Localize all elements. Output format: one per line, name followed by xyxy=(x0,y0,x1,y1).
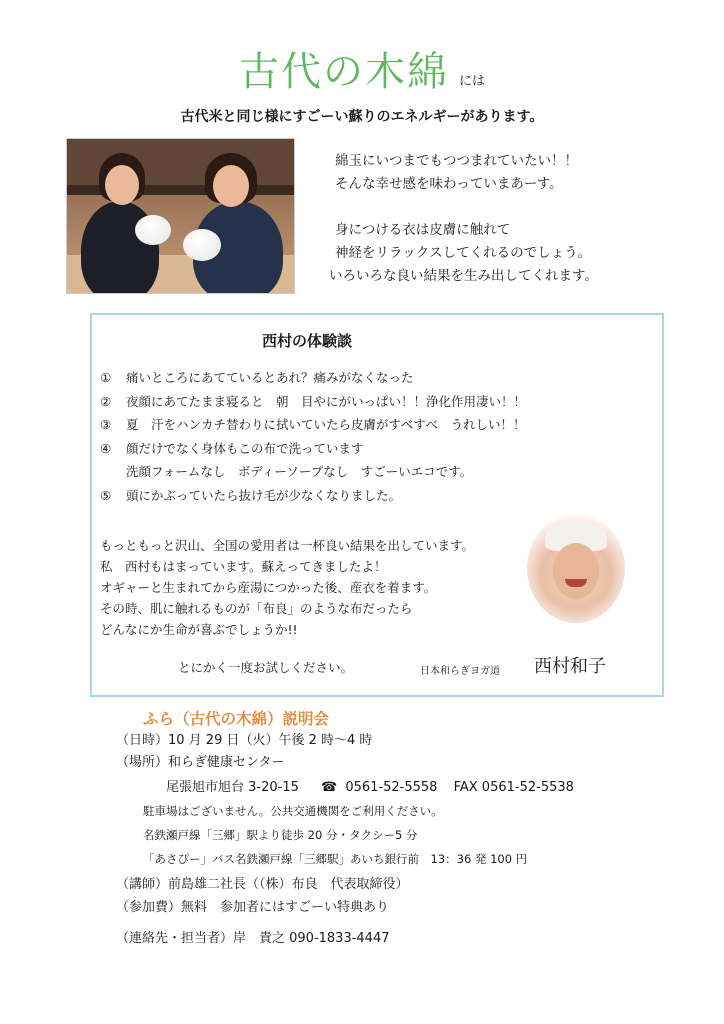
list-item-number: ④ xyxy=(100,440,112,456)
title-suffix: には xyxy=(458,74,485,89)
woman-left-face xyxy=(105,165,139,205)
event-date: （日時）10 月 29 日（火）午後 2 時～4 時 xyxy=(116,733,373,748)
signature: 西村和子 xyxy=(534,656,606,677)
list-item-text: 顔だけでなく身体もこの布で洗っています xyxy=(126,440,364,456)
page-subtitle: 古代米と同じ様にすごーい蘇りのエネルギーがあります。 xyxy=(180,109,544,125)
intro-line xyxy=(335,196,598,219)
story-line: オギャーと生まれてから産湯につかった後、産衣を着ます。 xyxy=(100,580,437,595)
story-line: どんなにか生命が喜ぶでしょうか!! xyxy=(100,622,298,637)
story-line: 私 西村もはまっています。蘇えってきましたよ！ xyxy=(100,559,387,574)
telephone-icon: ☎ xyxy=(321,780,338,795)
list-item xyxy=(100,390,650,414)
event-tel: 0561-52-5558 xyxy=(345,780,438,795)
event-access-train: 名鉄瀬戸線「三郷」駅より徒歩 20 分・タクシー5 分 xyxy=(143,828,418,842)
intro-line: 神経をリラックスしてくれるのでしょう。 xyxy=(335,245,592,261)
page-title xyxy=(0,40,724,97)
intro-line: 身につける衣は皮膚に触れて xyxy=(335,222,511,238)
list-item xyxy=(100,460,650,484)
testimony-list xyxy=(100,366,650,507)
title-main: 古代の木綿 xyxy=(238,49,449,95)
list-item-text: 夏 汗をハンカチ替わりに拭いていたら皮膚がすべすべ うれしい！！ xyxy=(126,417,526,432)
intro-line: いろいろな良い結果を生み出してくれます。 xyxy=(329,268,598,284)
event-contact: （連絡先・担当者）岸 貴之 090-1833-4447 xyxy=(116,931,390,946)
list-item-text: 夜顔にあてたまま寝ると 朝 目やにがいっぱい！！浄化作用凄い！！ xyxy=(126,393,527,409)
event-parking: 駐車場はございません。公共交通機関をご利用ください。 xyxy=(143,804,443,818)
cotton-ball-left xyxy=(135,215,171,245)
event-title: ふら（古代の木綿）説明会 xyxy=(143,710,330,728)
organization-name: 日本和らぎヨガ道 xyxy=(420,666,500,677)
event-access-bus: 「あさぴー」バス名鉄瀬戸線「三郷駅」あいち銀行前 13：36 発 100 円 xyxy=(143,852,528,866)
event-place: （場所）和らぎ健康センター xyxy=(116,755,285,770)
intro-line: そんな幸せ感を味わっていまあーす。 xyxy=(335,176,563,192)
event-lecturer: （講師）前島雄二社長（（株）布良 代表取締役） xyxy=(116,877,409,892)
portrait-nishimura xyxy=(527,513,625,623)
story-line: もっともっと沢山、全国の愛用者は一杯良い結果を出しています。 xyxy=(100,538,475,553)
list-item-text: 洗顔フォームなし ボディーソープなし すごーいエコです。 xyxy=(126,464,473,479)
list-item-number: ⑤ xyxy=(100,487,112,503)
list-item xyxy=(100,413,650,437)
closing-text: とにかく一度お試しください。 xyxy=(178,660,354,675)
intro-text xyxy=(329,150,598,288)
list-item-number: ③ xyxy=(100,417,112,432)
portrait-face xyxy=(553,543,599,599)
event-address: 尾張旭市旭台 3-20-15 xyxy=(166,780,299,795)
event-fee: （参加費）無料 参加者にはすごーい特典あり xyxy=(116,900,390,915)
list-item-text: 痛いところにあてているとあれ？痛みがなくなった xyxy=(126,370,414,385)
cotton-ball-right xyxy=(183,229,221,261)
list-item-number: ① xyxy=(100,370,112,385)
testimony-title: 西村の体験談 xyxy=(262,332,353,350)
list-item xyxy=(100,366,650,390)
event-fax: FAX 0561-52-5538 xyxy=(453,780,574,795)
list-item-number xyxy=(100,460,126,484)
event-address-line xyxy=(166,777,574,798)
intro-line: 綿玉にいつまでもつつまれていたい！！ xyxy=(335,153,578,169)
story-line: その時、肌に触れるものが「布良」のような布だったら xyxy=(100,601,413,616)
photo-two-women xyxy=(66,138,295,294)
testimony-story xyxy=(100,535,520,640)
list-item-number: ② xyxy=(100,393,112,409)
list-item xyxy=(100,484,650,508)
list-item-text: 頭にかぶっていたら抜け毛が少なくなりました。 xyxy=(126,487,402,503)
woman-right-face xyxy=(213,165,249,207)
list-item xyxy=(100,437,650,461)
